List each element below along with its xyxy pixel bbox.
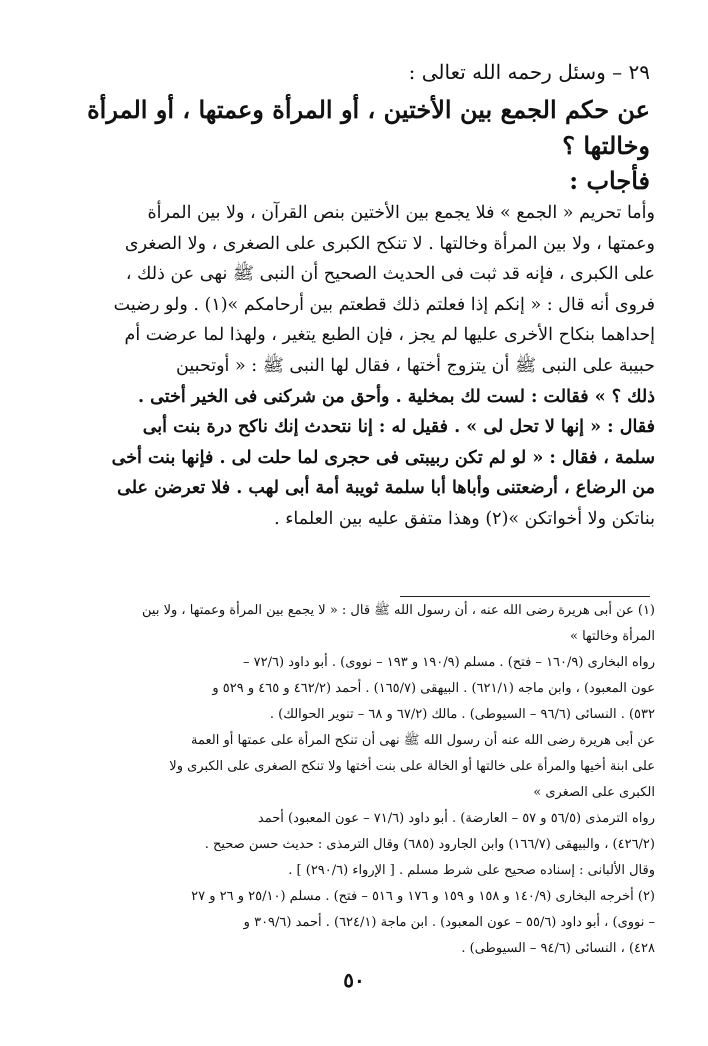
question-number-line: ٢٩ – وسئل رحمه الله تعالى : — [408, 60, 650, 84]
body-line: فقال : « إنها لا تحل لى » . فقيل له : إنا نتحدث إنك ناكح درة بنت أبى — [142, 417, 655, 438]
body-line: على الكبرى ، فإنه قد ثبت فى الحديث الصحيح أن النبى ﷺ نهى عن ذلك ، — [125, 264, 655, 285]
footnote-line: ٤٢٨) ، النسائى (٩٤/٦ – السيوطى) . — [461, 941, 655, 956]
footnote-line: وقال الألبانى : إسناده صحيح على شرط مسلم . [ الإرواء (٢٩٠/٦) ] . — [288, 863, 655, 878]
page-number: ٥٠ — [343, 968, 365, 992]
body-line: إحداهما بنكاح الأخرى عليها لم يجز ، فإن الطبع يتغير ، ولهذا لما عرضت أم — [124, 325, 655, 346]
body-line: وعمتها ، ولا بين المرأة وخالتها . لا تنكح الكبرى على الصغرى ، ولا الصغرى — [124, 233, 655, 254]
body-line: بناتكن ولا أخواتكن »(٢) وهذا متفق عليه بين العلماء . — [274, 508, 655, 529]
footnote-line: عون المعبود) ، وابن ماجه (٦٢١/١) . البيهقى (١٦٥/٧) . أحمد (٤٦٢/٢ و ٤٦٥ و ٥٢٩ و — [212, 681, 655, 696]
body-line: سلمة ، فقال : « لو لم تكن ربيبتى فى حجرى لما حلت لى . فإنها بنت أخى — [111, 447, 655, 468]
footnote-line: ٥٣٢) . النسائى (٩٦/٦ – السيوطى) . مالك (٦٧/٢ و ٦٨ – تنوير الحوالك) . — [269, 707, 655, 722]
footnote-line: رواه البخارى (١٦٠/٩ – فتح) . مسلم (١٩٠/٩ و ١٩٣ – نووى) . أبو داود (٧٢/٦ – — [243, 655, 655, 670]
body-line: ذلك ؟ » فقالت : لست لك بمخلية . وأحق من شركنى فى الخير أختى . — [137, 386, 655, 407]
body-line: وأما تحريم « الجمع » فلا يجمع بين الأختين بنص القرآن ، ولا بين المرأة — [147, 203, 655, 223]
footnote-line: عن أبى هريرة رضى الله عنه أن رسول الله ﷺ نهى أن تنكح المرأة على عمتها أو العمة — [191, 733, 655, 748]
footnote-line: على ابنة أخيها والمرأة على خالتها أو الخالة على بنت أختها ولا تنكح الصغرى على الكبرى ولا — [169, 759, 655, 774]
footnote-separator — [400, 596, 650, 597]
answer-label: فأجاب : — [569, 166, 650, 195]
question-title — [70, 92, 650, 164]
question-title-line: عن حكم الجمع بين الأختين ، أو المرأة وعمتها ، أو المرأة — [87, 95, 650, 124]
footnote-line: الكبرى على الصغرى » — [533, 785, 655, 800]
body-line: فروى أنه قال : « إنكم إذا فعلتم ذلك قطعتم بين أرحامكم »(١) . ولو رضيت — [113, 294, 655, 315]
footnote-line: (٤٢٦/٢) ، والبيهقى (١٦٦/٧) وابن الجارود (٦٨٥) وقال الترمذى : حديث حسن صحيح . — [204, 837, 655, 852]
question-title-line: وخالتها ؟ — [562, 131, 650, 160]
footnote-line: (١) عن أبى هريرة رضى الله عنه ، أن رسول الله ﷺ قال : « لا يجمع بين المرأة وعمتها ، ولا بين — [142, 603, 655, 618]
footnote-line: المرأة وخالتها » — [569, 629, 655, 644]
body-line: من الرضاع ، أرضعتنى وأباها أبا سلمة ثويبة أمة أبى لهب . فلا تعرضن على — [117, 478, 655, 499]
footnotes — [70, 598, 655, 962]
body-line: حبيبة على النبى ﷺ أن يتزوج أختها ، فقال لها النبى ﷺ : « أوتحبين — [176, 355, 655, 376]
answer-body — [70, 198, 655, 535]
footnote-line: (٢) أخرجه البخارى (١٤٠/٩ و ١٥٨ و ١٥٩ و ١٧٦ و ٥١٦ – فتح) . مسلم (٢٥/١٠ و ٢٦ و ٢٧ — [191, 889, 655, 904]
footnote-line: – نووى) ، أبو داود (٥٥/٦ – عون المعبود) . ابن ماجة (٦٢٤/١) . أحمد (٣٠٩/٦ و — [243, 915, 655, 930]
footnote-line: رواه الترمذى (٥٦/٥ و ٥٧ – العارضة) . أبو داود (٧١/٦ – عون المعبود) أحمد — [257, 811, 655, 826]
